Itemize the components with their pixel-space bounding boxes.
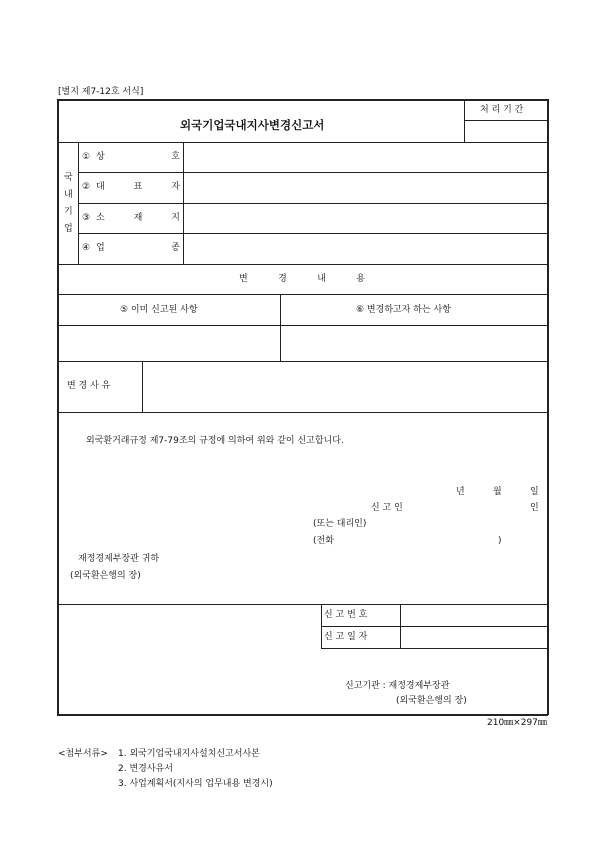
change-reason-field[interactable] xyxy=(144,363,545,410)
row-line-11 xyxy=(321,648,548,649)
change-char-2: 경 xyxy=(278,274,287,284)
change-char-4: 용 xyxy=(356,274,365,284)
row3-char-1: 소 xyxy=(96,213,105,223)
frame-bottom xyxy=(57,714,548,716)
row-line-9 xyxy=(57,412,548,413)
change-contents-header xyxy=(239,275,365,284)
row4-char-2: 종 xyxy=(171,243,180,253)
recipient-sub-label: (외국환은행의 장) xyxy=(70,571,141,581)
agent-label: (또는 대리인) xyxy=(313,519,367,529)
phone-close: ) xyxy=(498,536,502,546)
row3-label xyxy=(96,214,180,223)
representative-field[interactable] xyxy=(185,174,546,201)
before-after-divider xyxy=(280,294,281,361)
report-date-field[interactable] xyxy=(402,628,545,647)
attachment-item-1: 1. 외국기업국내지사설치신고서사본 xyxy=(118,749,260,759)
form-title: 외국기업국내지사변경신고서 xyxy=(180,118,325,132)
domestic-label-2: 내 xyxy=(64,190,73,200)
attachment-item-2: 2. 변경사유서 xyxy=(118,764,173,774)
report-number-label: 신 고 번 호 xyxy=(324,610,368,620)
declaration-text: 외국환거래규정 제7-79조의 규정에 의하여 위와 같이 신고합니다. xyxy=(86,436,344,446)
phone-open: (전화 xyxy=(313,536,334,546)
row4-label xyxy=(96,244,180,253)
row-line-4 xyxy=(78,233,548,234)
new-items-header: ⑥ 변경하고자 하는 사항 xyxy=(356,305,451,315)
applicant-label: 신 고 인 xyxy=(371,503,403,513)
change-reason-divider xyxy=(142,361,143,412)
row-line-7 xyxy=(57,325,548,326)
row3-char-3: 지 xyxy=(171,213,180,223)
row2-char-2: 표 xyxy=(133,182,143,192)
new-items-field[interactable] xyxy=(282,327,545,359)
change-char-1: 변 xyxy=(239,274,248,284)
attachment-item-3: 3. 사업계획서(지사의 업무내용 변경시) xyxy=(118,779,273,789)
row2-char-1: 대 xyxy=(96,182,105,192)
processing-mid-line xyxy=(464,120,547,121)
row1-number: ① xyxy=(82,152,91,162)
processing-period-label: 처 리 기 간 xyxy=(480,105,524,115)
row4-char-1: 업 xyxy=(96,243,105,253)
agency-label: 신고기관 : 재정경제부장관 xyxy=(345,681,450,691)
frame-left xyxy=(57,99,59,715)
attachments-label: <첨부서류> xyxy=(58,749,108,759)
row3-char-2: 재 xyxy=(133,213,143,223)
frame-top xyxy=(57,99,548,101)
row4-number: ④ xyxy=(82,243,91,253)
row-line-5 xyxy=(57,264,548,265)
row1-char-2: 호 xyxy=(171,152,180,162)
report-date-label: 신 고 일 자 xyxy=(324,632,368,642)
row-line-3 xyxy=(78,203,548,204)
agency-sub-label: (외국환은행의 장) xyxy=(396,696,467,706)
company-name-field[interactable] xyxy=(185,144,546,171)
business-type-field[interactable] xyxy=(185,235,546,262)
recipient-label: 재정경제부장관 귀하 xyxy=(78,554,160,564)
report-number-field[interactable] xyxy=(402,606,545,625)
previous-items-field[interactable] xyxy=(59,327,278,359)
domestic-label-3: 기 xyxy=(64,207,73,217)
domestic-label-4: 업 xyxy=(64,224,73,234)
change-reason-label: 변 경 사 유 xyxy=(67,381,111,391)
report-mid-line xyxy=(321,626,548,627)
row2-number: ② xyxy=(82,182,91,192)
domestic-label-1: 국 xyxy=(64,173,73,183)
domestic-field-divider xyxy=(183,142,184,264)
row1-char-1: 상 xyxy=(96,152,105,162)
row-line-10 xyxy=(57,604,548,605)
domestic-label-divider xyxy=(78,142,79,264)
change-char-3: 내 xyxy=(317,274,326,284)
row-line-1 xyxy=(57,142,548,143)
row2-label xyxy=(96,183,180,192)
month-label: 월 xyxy=(493,487,502,497)
row1-label xyxy=(96,153,180,162)
form-number: [별지 제7-12호 서식] xyxy=(58,87,144,97)
seal-label: 인 xyxy=(530,503,539,513)
row-line-2 xyxy=(78,172,548,173)
year-label: 년 xyxy=(456,487,465,497)
row2-char-3: 자 xyxy=(171,182,180,192)
frame-right xyxy=(547,99,549,715)
day-label: 일 xyxy=(530,487,539,497)
previous-items-header: ⑤ 이미 신고된 사항 xyxy=(120,305,198,315)
row3-number: ③ xyxy=(82,213,91,223)
address-field[interactable] xyxy=(185,205,546,232)
row-line-6 xyxy=(57,294,548,295)
row-line-8 xyxy=(57,361,548,362)
paper-size: 210㎜×297㎜ xyxy=(487,718,547,728)
